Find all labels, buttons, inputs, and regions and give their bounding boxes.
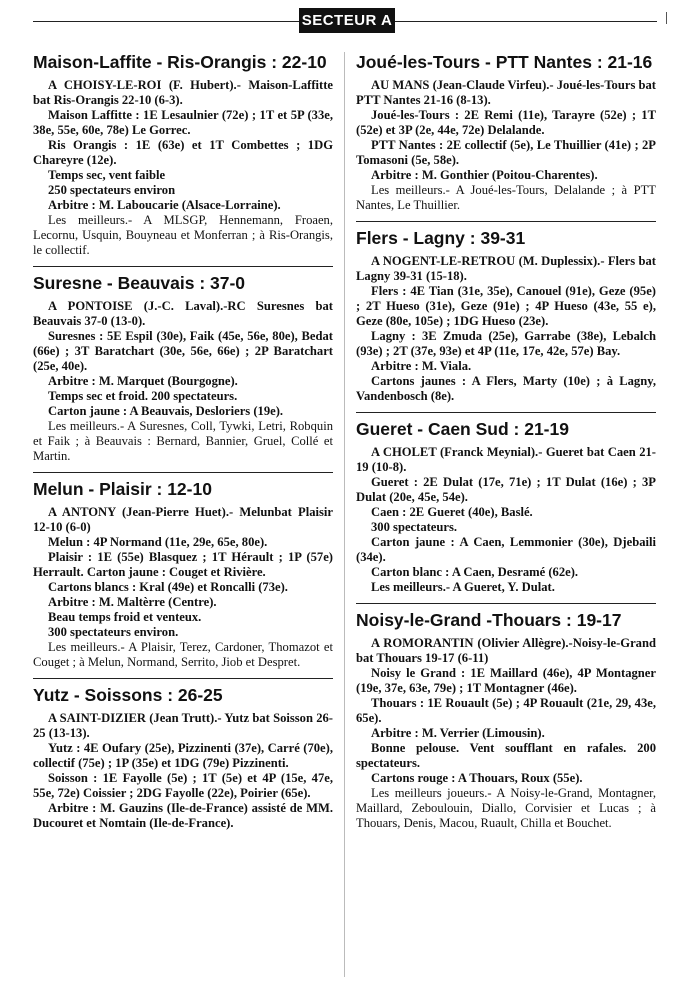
match-title: Melun - Plaisir : 12-10: [33, 472, 333, 499]
report-paragraph: Noisy le Grand : 1E Maillard (46e), 4P Montagner (19e, 37e, 63e, 79e) ; 1T Montagner (46e).: [356, 666, 656, 695]
report-paragraph: Cartons jaunes : A Flers, Marty (10e) ; à Lagny, Vandenbosch (8e).: [356, 374, 656, 403]
match-report: [33, 678, 333, 831]
report-paragraph: Les meilleurs.- A Plaisir, Terez, Cardoner, Thomazot et Couget ; à Melun, Normand, Serrito, Jiob et Despret.: [33, 640, 333, 669]
report-paragraph: Bonne pelouse. Vent soufflant en rafales. 200 spectateurs.: [356, 741, 656, 770]
report-paragraph: A ANTONY (Jean-Pierre Huet).- Melunbat Plaisir 12-10 (6-0): [33, 505, 333, 534]
report-paragraph: Arbitre : M. Marquet (Bourgogne).: [48, 374, 238, 388]
match-title: Yutz - Soissons : 26-25: [33, 678, 333, 705]
match-title: Maison-Laffite - Ris-Orangis : 22-10: [33, 52, 327, 72]
report-paragraph: Arbitre : M. Laboucarie (Alsace-Lorraine).: [48, 198, 281, 212]
report-paragraph: Flers : 4E Tian (31e, 35e), Canouel (91e), Geze (95e) ; 2T Hueso (31e), Geze (91e) ; 4P Hueso (43e, 55 e), Geze (80e, 105e) ; 1DG Hueso (23e).: [356, 284, 656, 328]
report-paragraph: Caen : 2E Gueret (40e), Baslé.: [371, 505, 533, 519]
report-paragraph: Les meilleurs joueurs.- A Noisy-le-Grand, Montagner, Maillard, Zeboulouin, Diallo, Corvisier et Lucas ; à Thouars, Denis, Macou, Ruault, Chilla et Bouchet.: [356, 786, 656, 830]
report-paragraph: A SAINT-DIZIER (Jean Trutt).- Yutz bat Soisson 26-25 (13-13).: [33, 711, 333, 740]
report-paragraph: Ris Orangis : 1E (63e) et 1T Combettes ; 1DG Chareyre (12e).: [33, 138, 333, 167]
report-paragraph: A CHOLET (Franck Meynial).- Gueret bat Caen 21-19 (10-8).: [356, 445, 656, 474]
report-paragraph: Arbitre : M. Viala.: [371, 359, 472, 373]
left-column: [33, 52, 333, 839]
match-report: [356, 603, 656, 831]
header-rule-left: [33, 21, 299, 22]
report-paragraph: Les meilleurs.- A Gueret, Y. Dulat.: [371, 580, 555, 594]
report-paragraph: Arbitre : M. Gonthier (Poitou-Charentes).: [371, 168, 598, 182]
match-title: Noisy-le-Grand -Thouars : 19-17: [356, 603, 656, 630]
report-paragraph: PTT Nantes : 2E collectif (5e), Le Thuillier (41e) ; 2P Tomasoni (5e, 58e).: [356, 138, 656, 167]
report-paragraph: Thouars : 1E Rouault (5e) ; 4P Rouault (21e, 29, 43e, 65e).: [356, 696, 656, 725]
report-paragraph: Arbitre : M. Maltèrre (Centre).: [48, 595, 217, 609]
report-paragraph: Cartons blancs : Kral (49e) et Roncalli (73e).: [48, 580, 288, 594]
report-paragraph: A ROMORANTIN (Olivier Allègre).-Noisy-le-Grand bat Thouars 19-17 (6-11): [356, 636, 656, 665]
report-paragraph: Carton blanc : A Caen, Desramé (62e).: [371, 565, 579, 579]
match-title: Suresne - Beauvais : 37-0: [33, 266, 333, 293]
report-paragraph: 250 spectateurs environ: [48, 183, 176, 197]
header-rule-right: [395, 21, 657, 22]
report-paragraph: Lagny : 3E Zmuda (25e), Garrabe (38e), Lebalch (93e) ; 2T (37e, 93e) et 4P (11e, 17e, 42e, 57e) Bay.: [356, 329, 656, 358]
report-paragraph: 300 spectateurs.: [371, 520, 458, 534]
match-report: [33, 266, 333, 464]
section-label: SECTEUR A: [299, 8, 395, 33]
right-column: [356, 52, 656, 839]
report-paragraph: Carton jaune : A Caen, Lemmonier (30e), Djebaili (34e).: [356, 535, 656, 564]
report-paragraph: 300 spectateurs environ.: [48, 625, 179, 639]
report-paragraph: A CHOISY-LE-ROI (F. Hubert).- Maison-Laffitte bat Ris-Orangis 22-10 (6-3).: [33, 78, 333, 107]
header-tick-mark: [666, 12, 667, 24]
report-paragraph: Temps sec et froid. 200 spectateurs.: [48, 389, 238, 403]
match-title: Gueret - Caen Sud : 21-19: [356, 412, 656, 439]
match-report: [356, 221, 656, 404]
match-title: Flers - Lagny : 39-31: [356, 221, 656, 248]
report-paragraph: Melun : 4P Normand (11e, 29e, 65e, 80e).: [48, 535, 268, 549]
report-paragraph: Gueret : 2E Dulat (17e, 71e) ; 1T Dulat (16e) ; 3P Dulat (20e, 45e, 54e).: [356, 475, 656, 504]
report-paragraph: AU MANS (Jean-Claude Virfeu).- Joué-les-Tours bat PTT Nantes 21-16 (8-13).: [356, 78, 656, 107]
report-paragraph: Maison Laffitte : 1E Lesaulnier (72e) ; 1T et 5P (33e, 38e, 55e, 60e, 78e) Le Gorrec.: [33, 108, 333, 137]
column-separator: [344, 52, 345, 977]
report-paragraph: Soisson : 1E Fayolle (5e) ; 1T (5e) et 4P (15e, 47e, 55e, 72e) Coissier ; 2DG Fayolle (22e), Poirier (65e).: [33, 771, 333, 800]
match-report: [356, 52, 656, 213]
report-paragraph: Joué-les-Tours : 2E Remi (11e), Tarayre (52e) ; 1T (52e) et 3P (2e, 44e, 72e) Delalande.: [356, 108, 656, 137]
report-paragraph: Arbitre : M. Verrier (Limousin).: [371, 726, 545, 740]
match-report: [33, 472, 333, 670]
report-paragraph: Cartons rouge : A Thouars, Roux (55e).: [371, 771, 583, 785]
report-paragraph: A NOGENT-LE-RETROU (M. Duplessix).- Flers bat Lagny 39-31 (15-18).: [356, 254, 656, 283]
report-paragraph: Yutz : 4E Oufary (25e), Pizzinenti (37e), Carré (70e), collectif (75e) ; 1P (35e) et 1DG (79e) Pizzinenti.: [33, 741, 333, 770]
report-paragraph: Temps sec, vent faible: [48, 168, 166, 182]
report-paragraph: Arbitre : M. Gauzins (Ile-de-France) assisté de MM. Ducouret et Nomtain (Ile-de-France).: [33, 801, 333, 830]
match-report: [356, 412, 656, 595]
report-paragraph: Suresnes : 5E Espil (30e), Faik (45e, 56e, 80e), Bedat (66e) ; 3T Baratchart (30e, 56e, 66e) ; 2P Baratchart (25e, 40e).: [33, 329, 333, 373]
report-paragraph: Beau temps froid et venteux.: [48, 610, 202, 624]
report-paragraph: Plaisir : 1E (55e) Blasquez ; 1T Hérault ; 1P (57e) Herrault. Carton jaune : Couget et Rivière.: [33, 550, 333, 579]
report-paragraph: Les meilleurs.- A MLSGP, Hennemann, Froaen, Lecornu, Usquin, Bouyneau et Monferran ; à Ris-Orangis, le collectif.: [33, 213, 333, 257]
report-paragraph: Carton jaune : A Beauvais, Desloriers (19e).: [48, 404, 284, 418]
match-report: [33, 52, 333, 258]
report-paragraph: Les meilleurs.- A Suresnes, Coll, Tywki, Letri, Robquin et Faik ; à Beauvais : Bernard, Bannier, Gruel, Collé et Martin.: [33, 419, 333, 463]
match-title: Joué-les-Tours - PTT Nantes : 21-16: [356, 52, 653, 72]
report-paragraph: Les meilleurs.- A Joué-les-Tours, Delalande ; à PTT Nantes, Le Thuillier.: [356, 183, 656, 212]
report-paragraph: A PONTOISE (J.-C. Laval).-RC Suresnes bat Beauvais 37-0 (13-0).: [33, 299, 333, 328]
